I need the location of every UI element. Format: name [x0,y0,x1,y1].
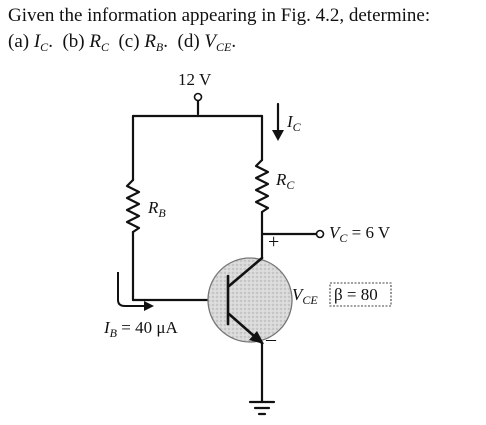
ic-label: $I_C$ [287,112,301,134]
vce-label: $V_{CE}$ [292,285,318,307]
part-a: (a) $I_C$. [8,31,53,54]
vc-label: $V_C = 6$ V [329,223,391,245]
ic-arrow-head [272,130,284,141]
ib-arrow-head [144,301,154,311]
rb-label: $R_B$ [148,198,166,220]
part-b: (b) $R_C$ [62,31,109,54]
rb-resistor [127,180,139,232]
vc-terminal [317,231,324,238]
minus-sign: – [266,328,276,350]
rc-resistor [256,160,268,212]
part-c: (c) $R_B$. [118,31,169,54]
part-d: (d) $V_{CE}$. [177,31,237,54]
beta-label: β = 80 [334,285,378,304]
transistor-body [208,258,292,342]
plus-sign: + [268,231,280,253]
supply-terminal [195,94,202,101]
rc-label: $R_C$ [276,170,295,192]
supply-label: 12 V [178,70,212,89]
ib-label: $I_B = 40$ μA [104,318,178,340]
question-line-1: Given the information appearing in Fig. 4.2, determine: [8,5,431,26]
